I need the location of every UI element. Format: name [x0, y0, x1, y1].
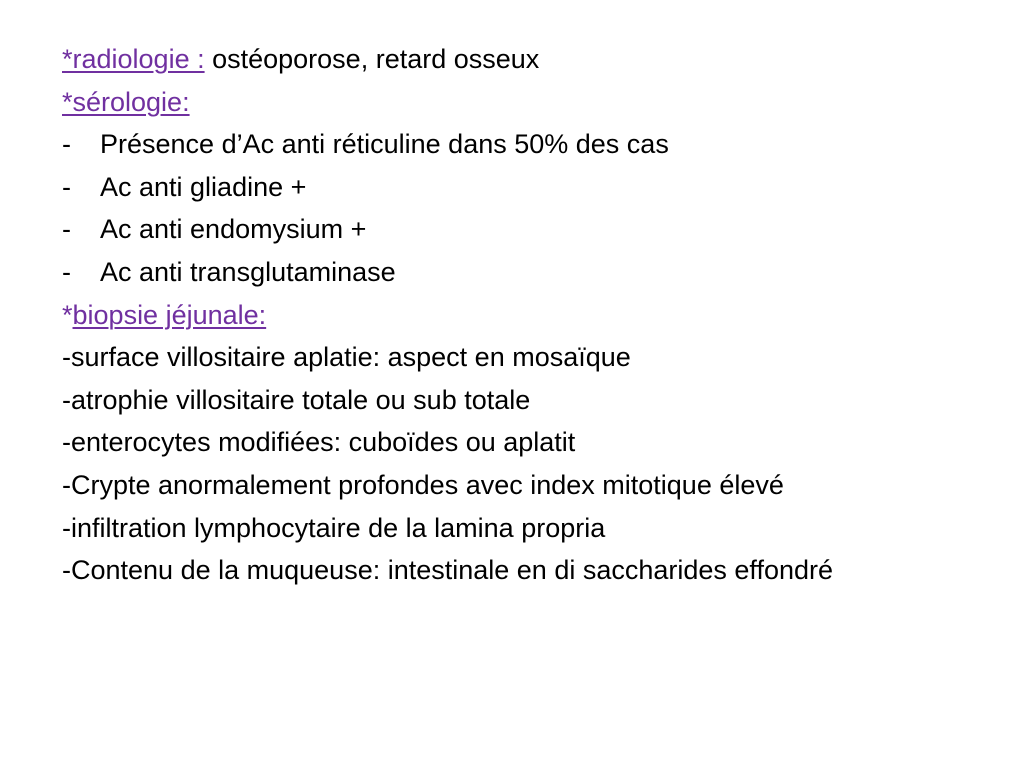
- serologie-item: [62, 166, 982, 209]
- radiologie-text: ostéoporose, retard osseux: [204, 44, 540, 74]
- bullet-dash: -: [62, 256, 71, 287]
- serologie-item-text: Ac anti transglutaminase: [100, 256, 396, 287]
- serologie-item-text: Ac anti endomysium +: [100, 214, 367, 245]
- bullet-dash: -: [62, 214, 71, 245]
- radiologie-heading: *radiologie :: [62, 44, 205, 74]
- biopsie-item: -Crypte anormalement profondes avec index mitotique élevé: [62, 469, 784, 500]
- serologie-heading: *sérologie:: [62, 86, 190, 117]
- biopsie-heading-line: [62, 294, 982, 337]
- serologie-item: [62, 251, 982, 294]
- radiologie-line: [62, 38, 982, 81]
- biopsie-heading: biopsie jéjunale:: [72, 299, 267, 330]
- serologie-item: [62, 123, 982, 166]
- bullet-dash: -: [62, 171, 71, 202]
- serologie-item-text: Présence d’Ac anti réticuline dans 50% des cas: [100, 129, 669, 160]
- biopsie-star: *: [62, 299, 73, 330]
- serologie-item: [62, 208, 982, 251]
- biopsie-item: -surface villositaire aplatie: aspect en mosaïque: [62, 342, 631, 373]
- slide-body: [62, 38, 982, 586]
- biopsie-item: -Contenu de la muqueuse: intestinale en di saccharides effondré: [62, 555, 834, 586]
- biopsie-item: -infiltration lymphocytaire de la lamina propria: [62, 512, 606, 543]
- serologie-heading-line: [62, 81, 982, 124]
- bullet-dash: -: [62, 129, 71, 160]
- serologie-item-text: Ac anti gliadine +: [100, 171, 307, 202]
- biopsie-item: -atrophie villositaire totale ou sub totale: [62, 384, 531, 415]
- biopsie-item: -enterocytes modifiées: cuboïdes ou aplatit: [62, 427, 576, 458]
